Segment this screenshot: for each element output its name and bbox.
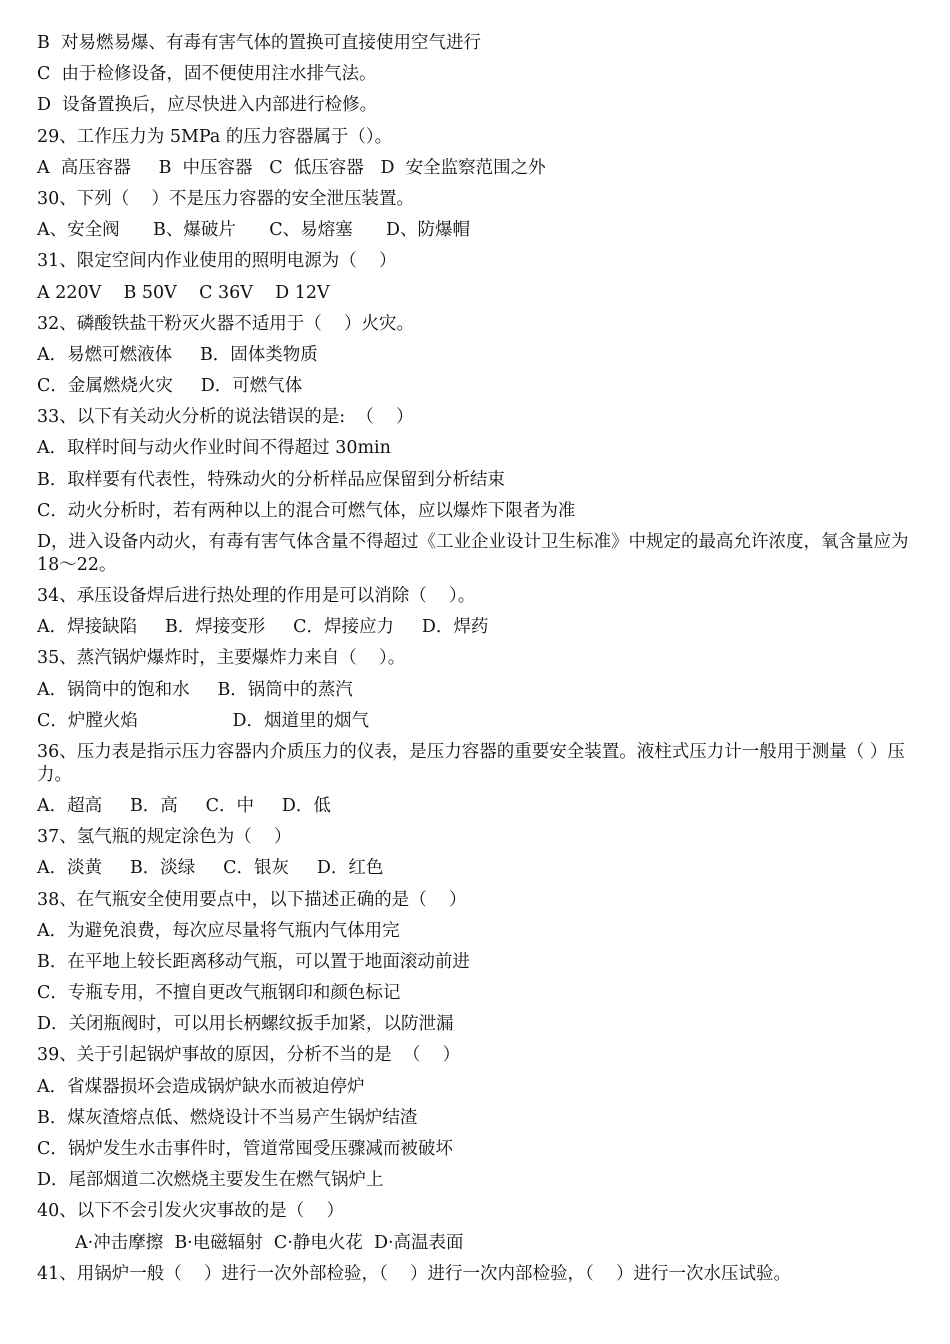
option-line: C 由于检修设备，固不便使用注水排气法。	[37, 64, 377, 85]
option-38-a: A．为避免浪费，每次应尽量将气瓶内气体用完	[37, 920, 400, 941]
options-31: A 220V B 50V C 36V D 12V	[37, 282, 330, 303]
question-40: 40、以下不会引发火灾事故的是（ ）	[37, 1201, 345, 1222]
question-41: 41、用锅炉一般（ ）进行一次外部检验，（ ）进行一次内部检验，（ ）进行一次水压试验。	[37, 1263, 792, 1284]
option-39-c: C．锅炉发生水击事件时，管道常囤受压骤减而被破坏	[37, 1139, 453, 1159]
options-40: A·冲击摩擦 B·电磁辐射 C·静电火花 D·高温表面	[75, 1232, 464, 1253]
option-33-d: D，进入设备内动火，有毒有害气体含量不得超过《工业企业设计卫生标准》中规定的最高允许浓度，氧含量应为 18～22。	[37, 532, 909, 575]
options-29: A 高压容器 B 中压容器 C 低压容器 D 安全监察范围之外	[37, 157, 546, 178]
question-37: 37、氢气瓶的规定涂色为（ ）	[37, 827, 292, 848]
question-39: 39、关于引起锅炉事故的原因，分析不当的是 （ ）	[37, 1045, 461, 1066]
question-35: 35、蒸汽锅炉爆炸时，主要爆炸力来自（ ）。	[37, 648, 406, 669]
options-30: A、安全阀 B、爆破片 C、易熔塞 D、防爆帽	[37, 220, 471, 241]
question-38: 38、在气瓶安全使用要点中，以下描述正确的是（ ）	[37, 889, 467, 910]
option-39-d: D．尾部烟道二次燃烧主要发生在燃气锅炉上	[37, 1170, 384, 1191]
question-29: 29、工作压力为 5MPa 的压力容器属于（）。	[37, 126, 393, 147]
question-34: 34、承压设备焊后进行热处理的作用是可以消除（ ）。	[37, 586, 476, 606]
option-39-b: B．煤灰渣熔点低、燃烧设计不当易产生锅炉结渣	[37, 1107, 418, 1128]
options-35-cd: C．炉膛火焰 D．烟道里的烟气	[37, 710, 369, 731]
question-30: 30、下列（ ）不是压力容器的安全泄压装置。	[37, 188, 415, 209]
question-36: 36、压力表是指示压力容器内介质压力的仪表，是压力容器的重要安全装置。液柱式压力计一般用于测量（ ）压力。	[37, 741, 905, 785]
options-35-ab: A．锅筒中的饱和水 B．锅筒中的蒸汽	[37, 679, 353, 700]
question-31: 31、限定空间内作业使用的照明电源为（ ）	[37, 251, 397, 272]
option-38-b: B．在平地上较长距离移动气瓶，可以置于地面滚动前进	[37, 951, 470, 972]
option-33-c: C．动火分析时，若有两种以上的混合可燃气体，应以爆炸下限者为准	[37, 500, 576, 521]
options-32-ab: A．易燃可燃液体 B．固体类物质	[37, 344, 318, 365]
option-39-a: A．省煤器损坏会造成锅炉缺水而被迫停炉	[37, 1076, 365, 1097]
document-page	[37, 32, 917, 1294]
option-33-a: A．取样时间与动火作业时间不得超过 30min	[37, 438, 391, 459]
option-line: D 设备置换后，应尽快进入内部进行检修。	[37, 95, 378, 116]
options-32-cd: C．金属燃烧火灾 D．可燃气体	[37, 376, 303, 397]
options-36: A．超高 B．高 C．中 D．低	[37, 795, 331, 816]
option-33-b: B．取样要有代表性，特殊动火的分析样品应保留到分析结束	[37, 469, 505, 490]
option-line: B 对易燃易爆、有毒有害气体的置换可直接使用空气进行	[37, 33, 481, 53]
options-37: A．淡黄 B．淡绿 C．银灰 D．红色	[37, 858, 384, 879]
option-38-d: D．关闭瓶阀时，可以用长柄螺纹扳手加紧，以防泄漏	[37, 1014, 454, 1035]
options-34: A．焊接缺陷 B．焊接变形 C．焊接应力 D．焊药	[37, 617, 489, 638]
option-38-c: C．专瓶专用，不擅自更改气瓶钢印和颜色标记	[37, 983, 401, 1004]
question-32: 32、磷酸铁盐干粉灭火器不适用于（ ）火灾。	[37, 313, 415, 334]
question-33: 33、以下有关动火分析的说法错误的是: （ ）	[37, 407, 414, 428]
